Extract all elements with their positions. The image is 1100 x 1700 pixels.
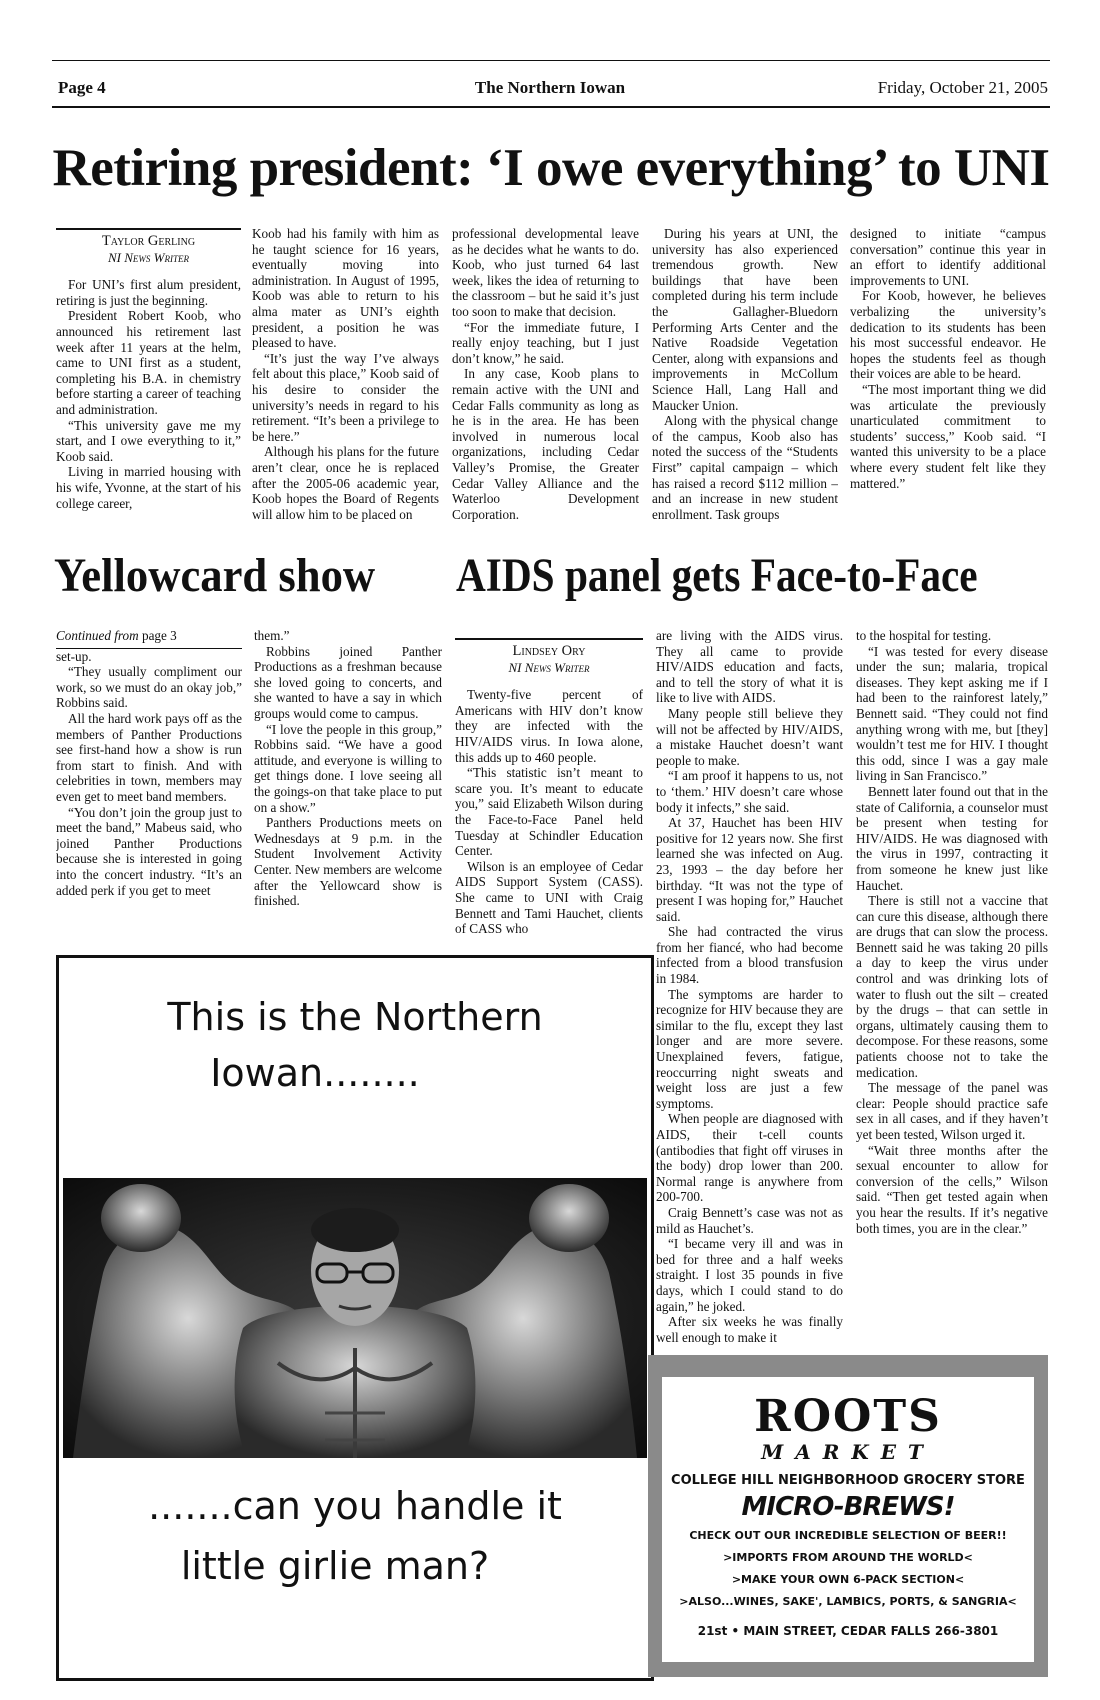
paragraph: “Wait three months after the sexual encounter to allow for conversion of the cells,” Wilson said. “Then get tested again when you hear the results. If it’s negative both times, you are in the clear.” — [856, 1142, 1048, 1236]
paragraph: them.” — [254, 628, 290, 643]
paragraph: Koob had his family with him as he taught science for 16 years, eventually moving into administration. In August of 1995, Koob was able to return to his alma mater as UNI’s eighth president, a position he was pleased to have. — [252, 226, 439, 351]
story3-author: Lindsey Ory — [512, 643, 586, 659]
paragraph: “I am proof it happens to us, not to ‘them.’ HIV doesn’t care whose body it infects,” she said. — [656, 768, 843, 815]
issue-date: Friday, October 21, 2005 — [877, 78, 1048, 97]
roots-address: 21st • MAIN STREET, CEDAR FALLS 266-3801 — [697, 1624, 999, 1638]
paragraph: designed to initiate “campus conversation” continue this year in an effort to identify additional improvements to UNI. — [850, 226, 1046, 288]
paragraph: All the hard work pays off as the members of Panther Productions see first-hand how a show is run from start to finish. And with celebrities in town, members may even get to meet band members. — [56, 710, 242, 804]
northern-iowan-ad — [56, 955, 654, 1681]
story2-column-1 — [56, 628, 242, 948]
paragraph: to the hospital for testing. — [856, 628, 992, 643]
story3-author-title: NI News Writer — [508, 659, 590, 675]
story1-column-2 — [252, 226, 439, 548]
paragraph: Bennett later found out that in the state of California, a counselor must be present when testing for HIV/AIDS. He was diagnosed with the virus in 1997, contracting it from someone he knew just like Hauchet. — [856, 783, 1048, 893]
paragraph: “The most important thing we did was articulate the previously unarticulated commitment to students’ success,” Koob said. “I wanted this university to be a place where every student felt like they mattered.” — [850, 381, 1046, 491]
roots-logo-text: ROOTS — [754, 1391, 942, 1442]
story3-column-2 — [656, 628, 843, 1348]
paragraph: are living with the AIDS virus. They all came to provide HIV/AIDS education and facts, and to tell the story of what it is like to live with AIDS. — [656, 628, 843, 706]
continued-page: page 3 — [141, 628, 177, 643]
paragraph: After six weeks he was finally well enough to make it — [656, 1314, 843, 1345]
paragraph: The symptoms are harder to recognize for HIV because they are similar to the flu, except they last longer and are more severe. Unexplained fevers, fatigue, reoccurring night sweats and weight loss are just a few symptoms. — [656, 986, 843, 1111]
paragraph: Many people still believe they will not be affected by HIV/AIDS, a mistake Hauchet doesn’t want people to make. — [656, 705, 843, 768]
paragraph: President Robert Koob, who announced his retirement last week after 11 years at the helm, came to UNI first as a student, completing his B.A. in chemistry before starting a career of teaching and administration. — [56, 308, 241, 417]
paragraph: Living in married housing with his wife, Yvonne, at the start of his college career, — [56, 464, 241, 511]
paragraph: When people are diagnosed with AIDS, their t-cell counts (antibodies that fight off viruses in the body) drop lower than 200. Normal range is anywhere from 200-700. — [656, 1111, 843, 1205]
ad-bottom-line-2: little girlie man? — [180, 1544, 490, 1588]
story1-column-4 — [652, 226, 838, 548]
story1-column-5 — [850, 226, 1046, 548]
paragraph: “For the immediate future, I really enjoy teaching, but I just don’t know,” he said. — [452, 319, 639, 366]
paragraph: Panthers Productions meets on Wednesdays at 9 p.m. in the Student Involvement Activity Center. New members are welcome after the Yellowcard show is finished. — [254, 815, 442, 909]
roots-market-ad — [648, 1355, 1048, 1677]
story1-author-title: NI News Writer — [108, 249, 189, 265]
continued-label: Continued from — [56, 628, 139, 643]
paragraph: “You don’t join the group just to meet the band,” Mabeus said, who joined Panther Productions because she is interested in going into the concert industry. “It’s an added perk if you get to meet — [56, 804, 242, 898]
ad-bottom-line-1: .......can you handle it — [148, 1484, 562, 1528]
paragraph: “This university gave me my start, and I owe everything to it,” Koob said. — [56, 417, 241, 464]
story3-column-1 — [455, 638, 643, 948]
story2-headline: Yellowcard show — [54, 549, 376, 602]
story1-column-1 — [56, 228, 241, 548]
story3-column-3 — [856, 628, 1048, 1348]
paragraph: “I became very ill and was in bed for three and a half weeks straight. I lost 35 pounds in five days, which I could stand to do again,” he joked. — [656, 1236, 843, 1314]
paragraph: During his years at UNI, the university has also experienced tremendous growth. New buildings that have been completed during his term include the Gallagher-Bluedorn Performing Arts Center and the Native Roadside Vegetation Center, along with expansions and improvements in McCollum Science Hall, Lang Hall and Maucker Union. — [652, 226, 838, 413]
roots-market-subtitle: MARKET — [761, 1440, 935, 1464]
paragraph: professional developmental leave as he decides what he wants to do. Koob, who just turned 64 last week, likes the idea of returning to the classroom – but he said it’s just too soon to make that decision. — [452, 226, 639, 319]
paragraph: Craig Bennett’s case was not as mild as Hauchet’s. — [656, 1204, 843, 1236]
bodybuilder-photo — [63, 1178, 647, 1458]
paragraph: set-up. — [56, 648, 92, 664]
roots-line-imports: >IMPORTS FROM AROUND THE WORLD< — [723, 1551, 973, 1564]
paragraph: “I love the people in this group,” Robbins said. “We have a good attitude, and everyone is willing to get things done. I love seeing all the goings-on that take place to put on a show.” — [254, 721, 442, 815]
continued-from — [56, 628, 242, 649]
ad-top-line-1: This is the Northern — [167, 995, 543, 1039]
paragraph: “I was tested for every disease under the sun; malaria, tropical diseases. They kept asking me if I had been to the rainforest lately,” Bennett said. “They could not find anything wrong with me, but [they] wouldn’t test me for HIV. I thought this odd, since I was a gay male living in San Francisco.” — [856, 643, 1048, 784]
page-number: Page 4 — [58, 78, 106, 97]
story1-headline: Retiring president: ‘I owe everything’ to UNI — [52, 139, 1050, 197]
paragraph: For Koob, however, he believes verbalizing the university’s dedication to its students has been his most successful endeavor. He hopes the students feel as though their voices are able to be heard. — [850, 288, 1046, 382]
paragraph: She had contracted the virus from her fiancé, who had become infected from a blood transfusion in 1984. — [656, 924, 843, 987]
roots-line-beer: CHECK OUT OUR INCREDIBLE SELECTION OF BEER!! — [689, 1529, 1007, 1542]
story2-column-2 — [254, 628, 442, 948]
roots-tagline: COLLEGE HILL NEIGHBORHOOD GROCERY STORE — [671, 1473, 1025, 1488]
story1-author: Taylor Gerling — [101, 233, 196, 249]
folio-rule — [52, 106, 1050, 108]
paragraph: Although his plans for the future aren’t clear, once he is replaced after the 2005-06 academic year, Koob hopes the Board of Regents will allow him to be placed on — [252, 444, 439, 522]
story1-column-3 — [452, 226, 639, 548]
top-rule — [52, 60, 1050, 61]
story3-byline — [455, 638, 643, 675]
paragraph: “They usually compliment our work, so we must do an okay job,” Robbins said. — [56, 664, 242, 711]
paragraph: At 37, Hauchet has been HIV positive for 12 years now. She first learned she was infected on Aug. 23, 1993 – the day before her birthday. “It was not the type of present I was hoping for,” Hauchet said. — [656, 815, 843, 924]
paragraph: Twenty-five percent of Americans with HIV don’t know they are infected with the HIV/AIDS virus. In Iowa alone, this adds up to 460 people. — [455, 687, 643, 765]
paragraph: Along with the physical change of the campus, Koob also has noted the success of the “Students First” capital campaign – which has raised a record $112 million – and an increase in new student enrollment. Task groups — [652, 413, 838, 522]
paragraph: In any case, Koob plans to remain active with the UNI and Cedar Falls community as long as he is in the area. He has been involved in numerous local organizations, including Cedar Valley’s Promise, the Greater Cedar Valley Alliance and the Waterloo Development Corporation. — [452, 366, 639, 522]
paragraph: “It’s just the way I’ve always felt about this place,” Koob said of his desire to consider the university’s needs in regard to his retirement. “It’s been a privilege to be here.” — [252, 350, 439, 444]
paragraph: For UNI’s first alum president, retiring is just the beginning. — [56, 277, 241, 308]
ad-top-line-2: Iowan........ — [210, 1051, 420, 1095]
paragraph: Wilson is an employee of Cedar AIDS Support System (CASS). She came to UNI with Craig Bennett and Tami Hauchet, clients of CASS who — [455, 858, 643, 937]
paper-name: The Northern Iowan — [474, 78, 626, 97]
paragraph: The message of the panel was clear: People should practice safe sex in all cases, and if they haven’t yet been tested, Wilson urged it. — [856, 1080, 1048, 1142]
story3-headline: AIDS panel gets Face-to-Face — [456, 549, 978, 602]
story1-byline — [56, 228, 241, 265]
roots-line-wines: >ALSO...WINES, SAKE', LAMBICS, PORTS, & SANGRIA< — [679, 1595, 1017, 1608]
roots-market-ad-panel — [662, 1377, 1034, 1662]
paragraph: “This statistic isn’t meant to scare you. It’s meant to educate you,” said Elizabeth Wilson during the Face-to-Face Panel held Tuesday at Schindler Education Center. — [455, 765, 643, 859]
paragraph: Robbins joined Panther Productions as a freshman because she loved going to concerts, and she wanted to have a say in which groups would come to campus. — [254, 643, 442, 721]
paragraph: There is still not a vaccine that can cure this disease, although there are drugs that can slow the process. Bennett said he was taking 20 pills a day to keep the virus under control and was drinking lots of water to flush out the silt – created by the drugs – that can settle in organs, ultimately causing them to decompose. For these reasons, some patients choose not to take the medication. — [856, 893, 1048, 1080]
roots-line-six-pack: >MAKE YOUR OWN 6-PACK SECTION< — [731, 1573, 965, 1586]
roots-micro-brews: MICRO-BREWS! — [741, 1492, 955, 1522]
